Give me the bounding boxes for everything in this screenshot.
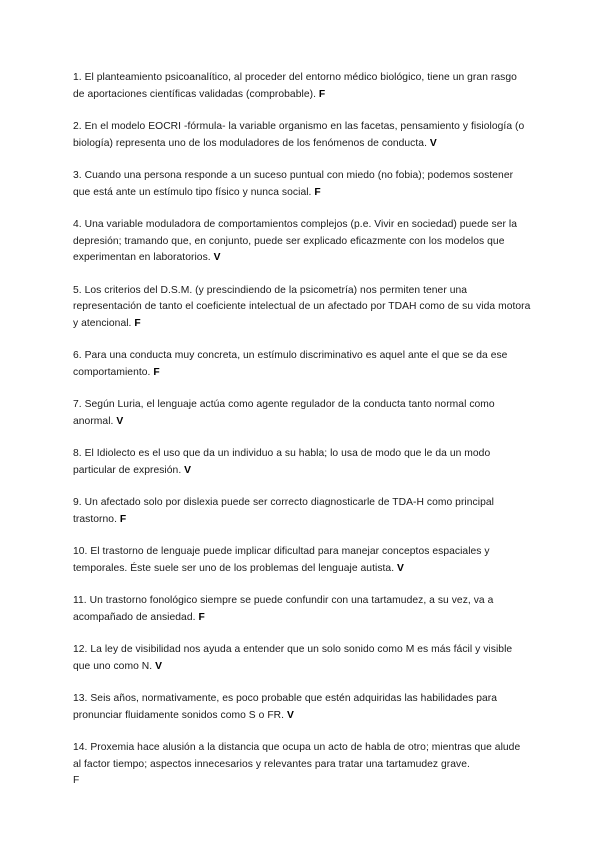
answer-mark: V [155,660,163,672]
question-item [73,397,531,430]
question-text: 6. Para una conducta muy concreta, un estímulo discriminativo es aquel ante el que se da ese comportamiento. [73,350,508,378]
answer-mark: F [314,186,321,198]
question-item [73,70,531,103]
question-item [73,691,531,724]
question-list [73,70,531,806]
answer-mark: F [318,88,326,100]
question-item [73,446,531,479]
question-text: 8. El Idiolecto es el uso que da un individuo a su habla; lo usa de modo que le da un modo particular de expresión. [73,448,491,476]
question-item [73,642,531,675]
question-text: 13. Seis años, normativamente, es poco probable que estén adquiridas las habilidades para pronunciar fluidamente sonidos como S o FR. [73,693,498,721]
question-item [73,495,531,528]
question-text: 3. Cuando una persona responde a un suceso puntual con miedo (no fobia); podemos sostener que está ante un estímulo tipo físico y nunca social. [73,170,514,198]
answer-mark: V [429,137,437,149]
answer-mark: V [397,562,404,574]
question-text: 12. La ley de visibilidad nos ayuda a entender que un solo sonido como M es más fácil y visible que uno como N. [73,644,513,672]
question-item [73,217,531,267]
question-item [73,593,531,626]
question-text: 11. Un trastorno fonológico siempre se puede confundir con una tartamudez, a su vez, va a acompañado de ansiedad. [73,595,494,623]
answer-mark: F [119,513,127,525]
answer-mark: V [116,415,124,427]
question-text: 14. Proxemia hace alusión a la distancia que ocupa un acto de habla de otro; mientras que alude al factor tiempo; aspectos innecesarios y relevantes para tratar una tartamudez grave. [73,742,521,770]
question-text: 10. El trastorno de lenguaje puede implicar dificultad para manejar conceptos espaciales y temporales. Éste suele ser uno de los problemas del lenguaje autista. [73,546,490,574]
question-text: 2. En el modelo EOCRI -fórmula- la variable organismo en las facetas, pensamiento y fisiología (o biología) representa uno de los moduladores de los fenómenos de conducta. [73,121,525,149]
question-text: 5. Los criterios del D.S.M. (y prescindiendo de la psicometría) nos permiten tener una representación de tanto el coeficiente intelectual de un afectado por TDAH como de su vida motora y atencional. [73,284,531,329]
answer-mark: V [184,464,192,476]
answer-mark: F [134,317,141,329]
question-item [73,119,531,152]
question-item [73,348,531,381]
question-text: 7. Según Luria, el lenguaje actúa como agente regulador de la conducta tanto normal como anormal. [73,399,495,427]
answer-mark: F [153,366,160,378]
question-item [73,740,531,790]
answer-mark: V [286,709,294,721]
question-text: 4. Una variable moduladora de comportamientos complejos (p.e. Vivir en sociedad) puede ser la depresión; tramando que, en conjunto, puede ser explicado eficazmente con los modelos que experimentan en laboratorios. [73,219,518,263]
answer-mark: V [213,252,221,263]
answer-mark: F [73,775,80,786]
question-text: 1. El planteamiento psicoanalítico, al proceder del entorno médico biológico, tiene un gran rasgo de aportaciones científicas validadas (comprobable). [73,72,517,100]
question-text: 9. Un afectado solo por dislexia puede ser correcto diagnosticarle de TDA-H como principal trastorno. [73,497,494,525]
question-item [73,168,531,201]
answer-mark: F [198,611,205,623]
question-item [73,544,531,577]
question-item [73,283,531,333]
